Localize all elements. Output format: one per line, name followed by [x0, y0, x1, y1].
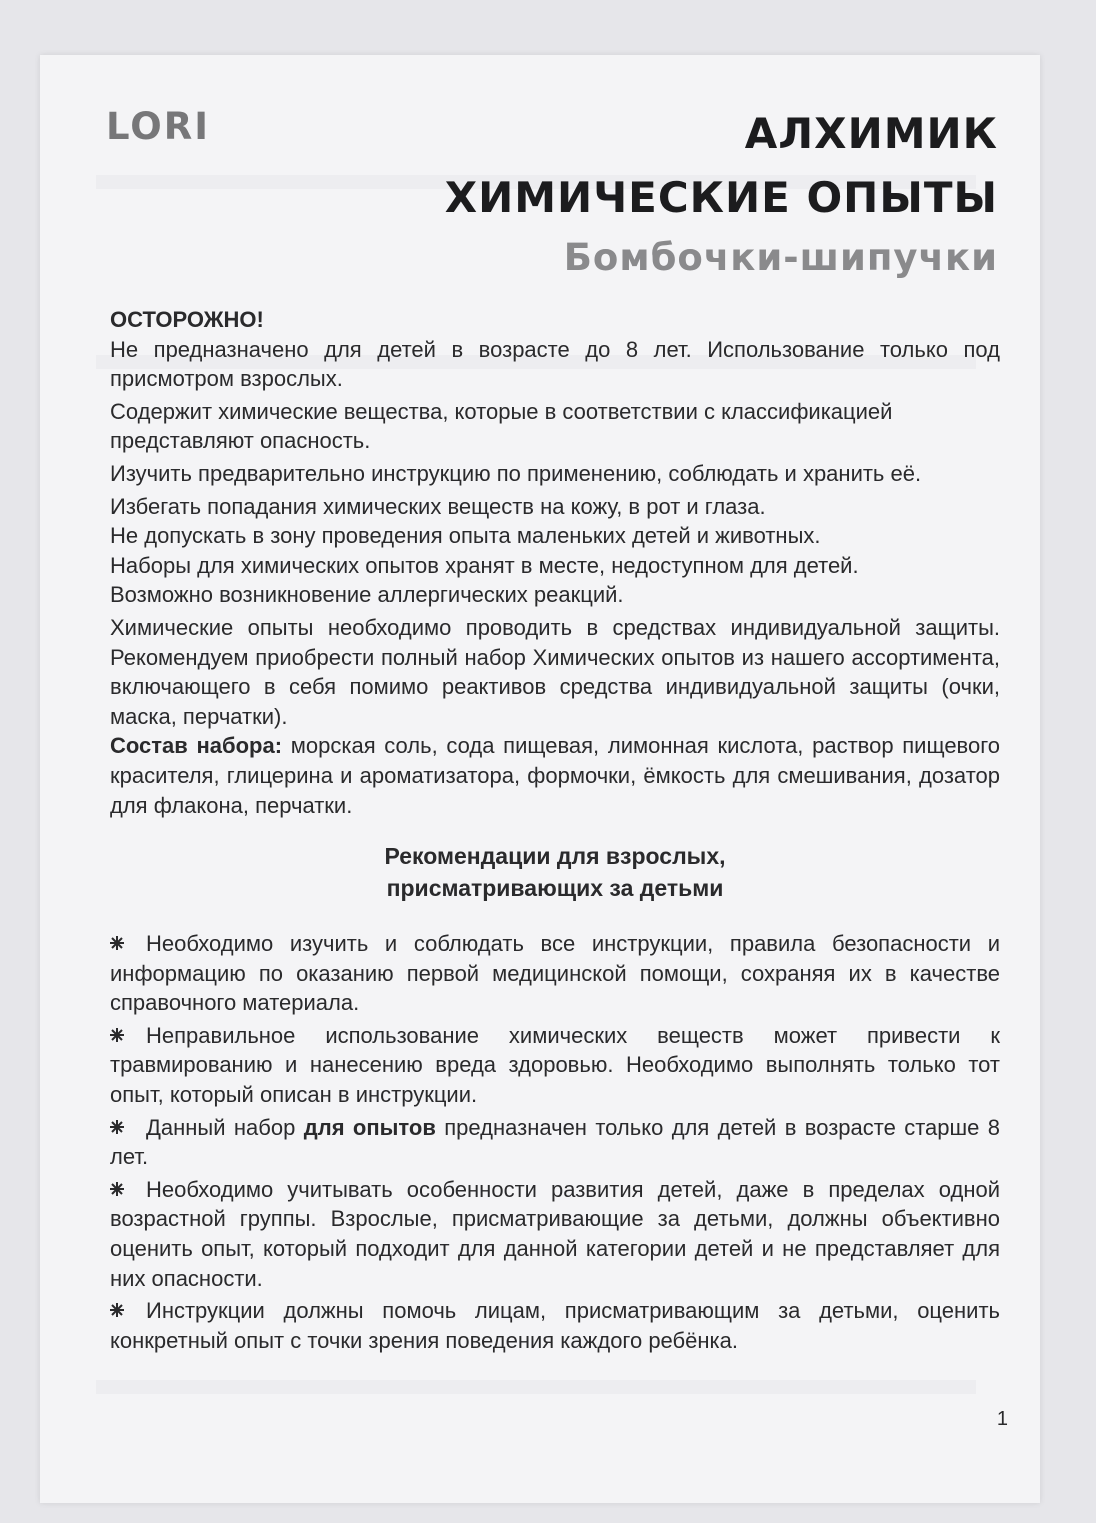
sheet-header [40, 55, 1040, 315]
instruction-sheet [40, 55, 1040, 1503]
recommendation-item [110, 1174, 1000, 1293]
product-subtitle: Бомбочки-шипучки [563, 236, 998, 279]
sheet-body [110, 305, 1000, 1357]
warning-paragraph: Избегать попадания химических веществ на кожу, в рот и глаза. [110, 493, 766, 519]
brand-logo: LORI [106, 105, 210, 148]
warning-paragraph: Содержит химические вещества, которые в соответствии с классификацией представляют опасность. [110, 398, 893, 454]
recommendations-title-line: присматривающих за детьми [386, 875, 724, 902]
recommendation-text: Необходимо учитывать особенности развития детей, даже в пределах одной возрастной группы. Взрослые, присматривающие за детьми, должны объективно оценить опыт, который подходит для данной категории детей и не представляет для них опасности. [110, 1176, 1000, 1291]
warning-paragraph: Не допускать в зону проведения опыта маленьких детей и животных. [110, 523, 821, 549]
product-category: ХИМИЧЕСКИЕ ОПЫТЫ [444, 173, 998, 222]
star-bullet-icon [110, 1295, 124, 1309]
recommendation-text: Инструкции должны помочь лицам, присматривающим за детьми, оценить конкретный опыт с точки зрения поведения каждого ребёнка. [110, 1298, 1000, 1353]
recommendation-item [110, 928, 1000, 1018]
warning-paragraph: Наборы для химических опытов хранят в месте, недоступном для детей. [110, 552, 859, 578]
page-number: 1 [996, 1408, 1008, 1430]
recommendation-item [110, 1112, 1000, 1172]
recommendation-text: Неправильное использование химических веществ может привести к травмированию и нанесению вреда здоровью. Необходимо выполнять только тот опыт, который описан в инструкции. [110, 1022, 1000, 1108]
product-title: АЛХИМИК [744, 109, 998, 158]
composition-label: Состав набора: [110, 733, 283, 759]
composition-paragraph [110, 731, 1000, 820]
recommendation-item [110, 1295, 1000, 1355]
recommendations-title [110, 840, 1000, 904]
recommendation-text: Необходимо изучить и соблюдать все инструкции, правила безопасности и информацию по оказанию первой медицинской помощи, сохраняя их в качестве справочного материала. [110, 931, 1000, 1016]
warning-paragraph: Возможно возникновение аллергических реакций. [110, 582, 624, 608]
warning-paragraph: Изучить предварительно инструкцию по применению, соблюдать и хранить её. [110, 460, 922, 486]
warning-paragraph: Химические опыты необходимо проводить в средствах индивидуальной защиты. Рекомендуем приобрести полный набор Химических опытов из нашего ассортимента, включающего в себя помимо реактивов средства индивидуальной защиты (очки, маска, перчатки). [110, 614, 1000, 729]
recommendation-text: Данный набор [146, 1114, 304, 1140]
recommendations-title-line: Рекомендации для взрослых, [384, 843, 726, 870]
warning-paragraph: Не предназначено для детей в возрасте до 8 лет. Использование только под присмотром взрослых. [110, 336, 1000, 392]
star-bullet-icon [110, 1020, 124, 1034]
show-through-line [96, 1380, 976, 1394]
recommendation-text-bold: для опытов [303, 1114, 436, 1140]
star-bullet-icon [110, 1174, 124, 1188]
star-bullet-icon [110, 1112, 124, 1126]
star-bullet-icon [110, 928, 124, 942]
recommendation-item [110, 1020, 1000, 1110]
recommendation-text: предназначен только для детей в возрасте старше 8 лет. [110, 1114, 1001, 1170]
composition-text: морская соль, сода пищевая, лимонная кислота, раствор пищевого красителя, глицерина и ароматизатора, формочки, ёмкость для смешивания, дозатор для флакона, перчатки. [110, 733, 1001, 818]
warning-title: ОСТОРОЖНО! [110, 307, 264, 332]
